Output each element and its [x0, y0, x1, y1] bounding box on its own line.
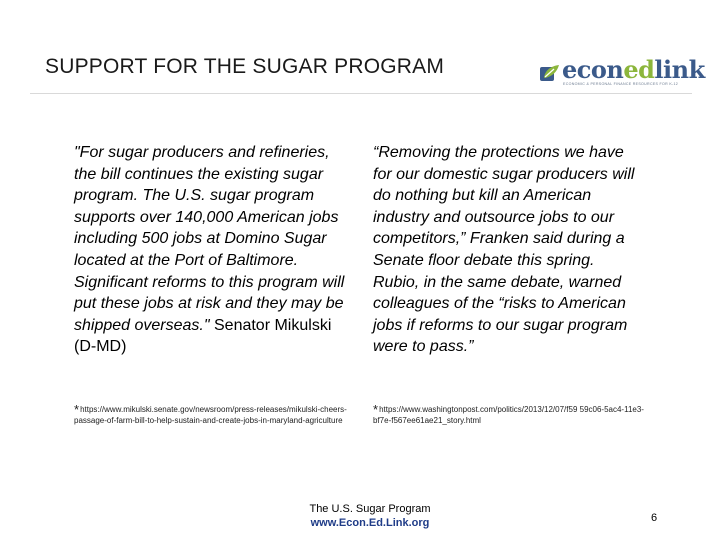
- footer-url-link[interactable]: www.Econ.Ed.Link.org: [310, 517, 430, 529]
- franken-rubio-quote: [373, 142, 635, 358]
- source-marker: *: [373, 402, 379, 417]
- source-marker: *: [74, 402, 80, 417]
- mikulski-source: [74, 404, 354, 426]
- mikulski-quote-text: "For sugar producers and refineries, the bill continues the existing sugar program. The U.S. sugar program supports over 140,000 American jobs including 500 jobs at Domino Sugar located at the Port of Baltimore. Significant reforms to this program will put these jobs at risk and they may be shipped overseas.": [74, 144, 345, 334]
- mikulski-attribution: Senator Mikulski (D-MD): [74, 316, 332, 356]
- mikulski-quote: [74, 142, 349, 358]
- title-divider: [30, 93, 692, 94]
- logo-word-link: link: [654, 55, 705, 84]
- slide-footer: [270, 502, 470, 530]
- logo-word-econ: econ: [562, 55, 624, 84]
- franken-rubio-quote-text: “Removing the protections we have for our domestic sugar producers will do nothing but kill an American industry and outsource jobs to our competitors,” Franken said during a Senate floor debate this spring. Rubio, in the same debate, warned colleagues of the “risks to American jobs if reforms to our sugar program were to pass.”: [373, 144, 635, 356]
- econedlink-leaf-icon: [538, 61, 562, 85]
- page-number: 6: [651, 512, 658, 524]
- washingtonpost-source-link[interactable]: https://www.washingtonpost.com/politics/2013/12/07/f59 59c06-5ac4-11e3-bf7e-f567ee61ae21_story.html: [373, 405, 644, 425]
- logo-wordmark: [562, 55, 705, 84]
- mikulski-source-link[interactable]: https://www.mikulski.senate.gov/newsroom/press-releases/mikulski-cheers-passage-of-farm-bill-to-help-sustain-and-create-jobs-in-maryland-agriculture: [74, 405, 347, 425]
- econedlink-logo: [538, 55, 705, 90]
- logo-word-ed: ed: [623, 55, 655, 84]
- washingtonpost-source: [373, 404, 653, 426]
- slide-title: SUPPORT FOR THE SUGAR PROGRAM: [45, 55, 445, 78]
- footer-title: The U.S. Sugar Program: [309, 503, 431, 515]
- logo-tagline: ECONOMIC & PERSONAL FINANCE RESOURCES FOR K-12: [563, 82, 679, 86]
